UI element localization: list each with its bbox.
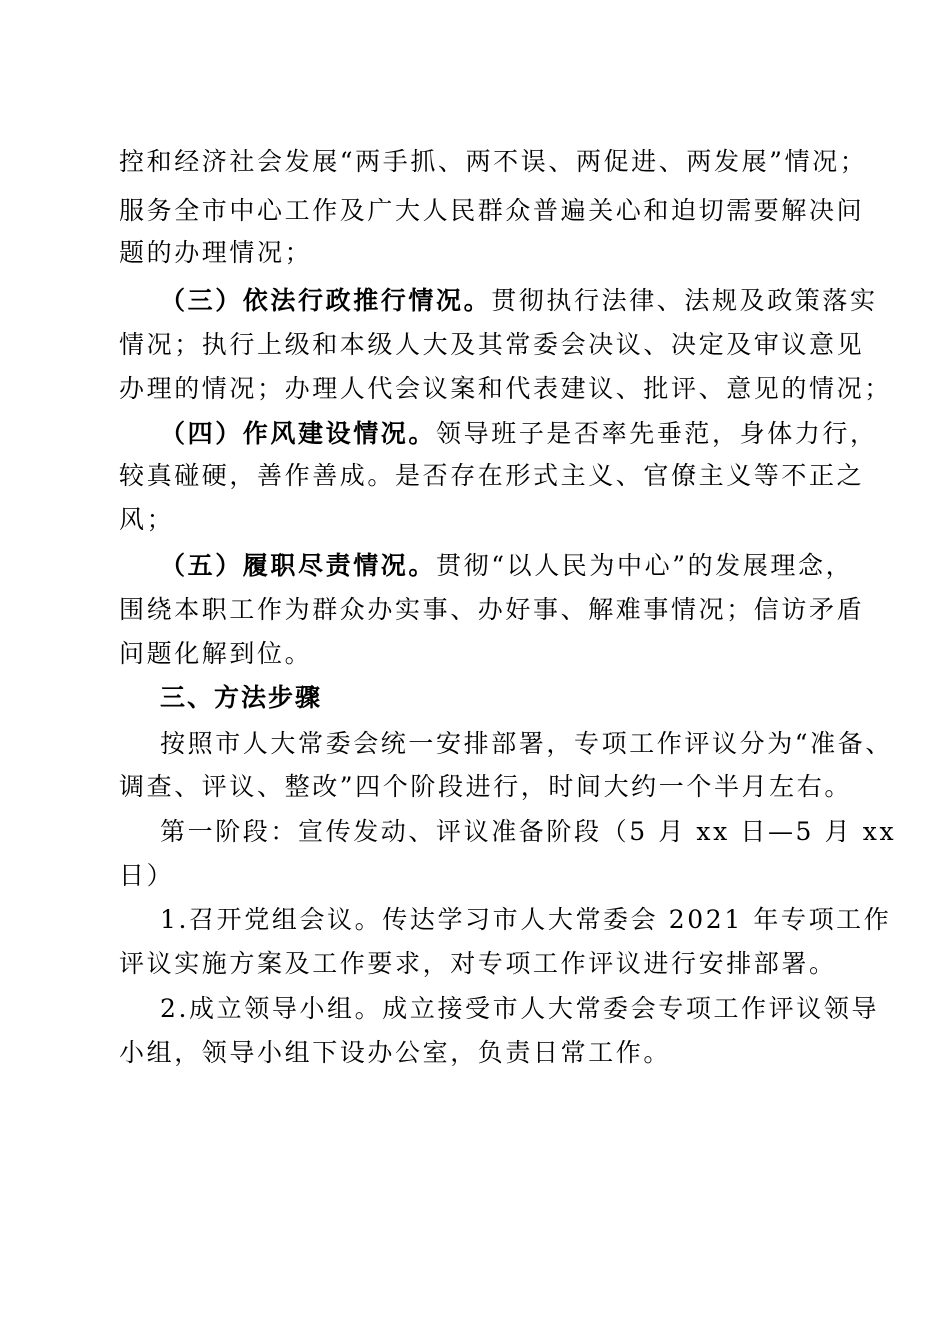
paragraph-line: 办理的情况；办理人代会议案和代表建议、批评、意见的情况； (119, 374, 892, 403)
list-item: 2.成立领导小组。成立接受市人大常委会专项工作评议领导 (160, 994, 880, 1023)
paragraph-line: 评议实施方案及工作要求，对专项工作评议进行安排部署。 (119, 949, 837, 978)
section-body: 贯彻执行法律、法规及政策落实 (491, 286, 878, 315)
section-heading: （三）依法行政推行情况。 (160, 286, 492, 315)
paragraph-line: 调查、评议、整改”四个阶段进行，时间大约一个半月左右。 (119, 772, 852, 801)
paragraph-line: 风； (119, 505, 175, 534)
heading-methods: 三、方法步骤 (160, 683, 323, 712)
paragraph-line: 服务全市中心工作及广大人民群众普遍关心和迫切需要解决问 (119, 196, 865, 225)
stage-one-heading: 第一阶段：宣传发动、评议准备阶段（5 月 xx 日—5 月 xx (160, 817, 897, 846)
section-heading: （五）履职尽责情况。 (160, 551, 437, 580)
paragraph-line: 问题化解到位。 (119, 639, 313, 668)
paragraph-line: 情况；执行上级和本级人大及其常委会决议、决定及审议意见 (119, 330, 865, 359)
paragraph-line: 围绕本职工作为群众办实事、办好事、解难事情况；信访矛盾 (119, 595, 865, 624)
paragraph-line: 按照市人大常委会统一安排部署，专项工作评议分为“准备、 (160, 729, 893, 758)
section-four-line (160, 414, 878, 454)
paragraph-line: 日） (119, 861, 175, 890)
paragraph-line: 较真碰硬，善作善成。是否存在形式主义、官僚主义等不正之 (119, 461, 865, 490)
paragraph-line: 控和经济社会发展“两手抓、两不误、两促进、两发展”情况； (119, 147, 868, 176)
section-body: 领导班子是否率先垂范，身体力行， (436, 419, 878, 448)
paragraph-line: 小组，领导小组下设办公室，负责日常工作。 (119, 1038, 672, 1067)
section-five-line (160, 546, 854, 586)
section-heading: （四）作风建设情况。 (160, 419, 437, 448)
list-item: 1.召开党组会议。传达学习市人大常委会 2021 年专项工作 (160, 905, 892, 934)
paragraph-line: 题的办理情况； (119, 238, 313, 267)
section-three-line (160, 281, 878, 321)
section-body: 贯彻“以人民为中心”的发展理念， (436, 551, 854, 580)
